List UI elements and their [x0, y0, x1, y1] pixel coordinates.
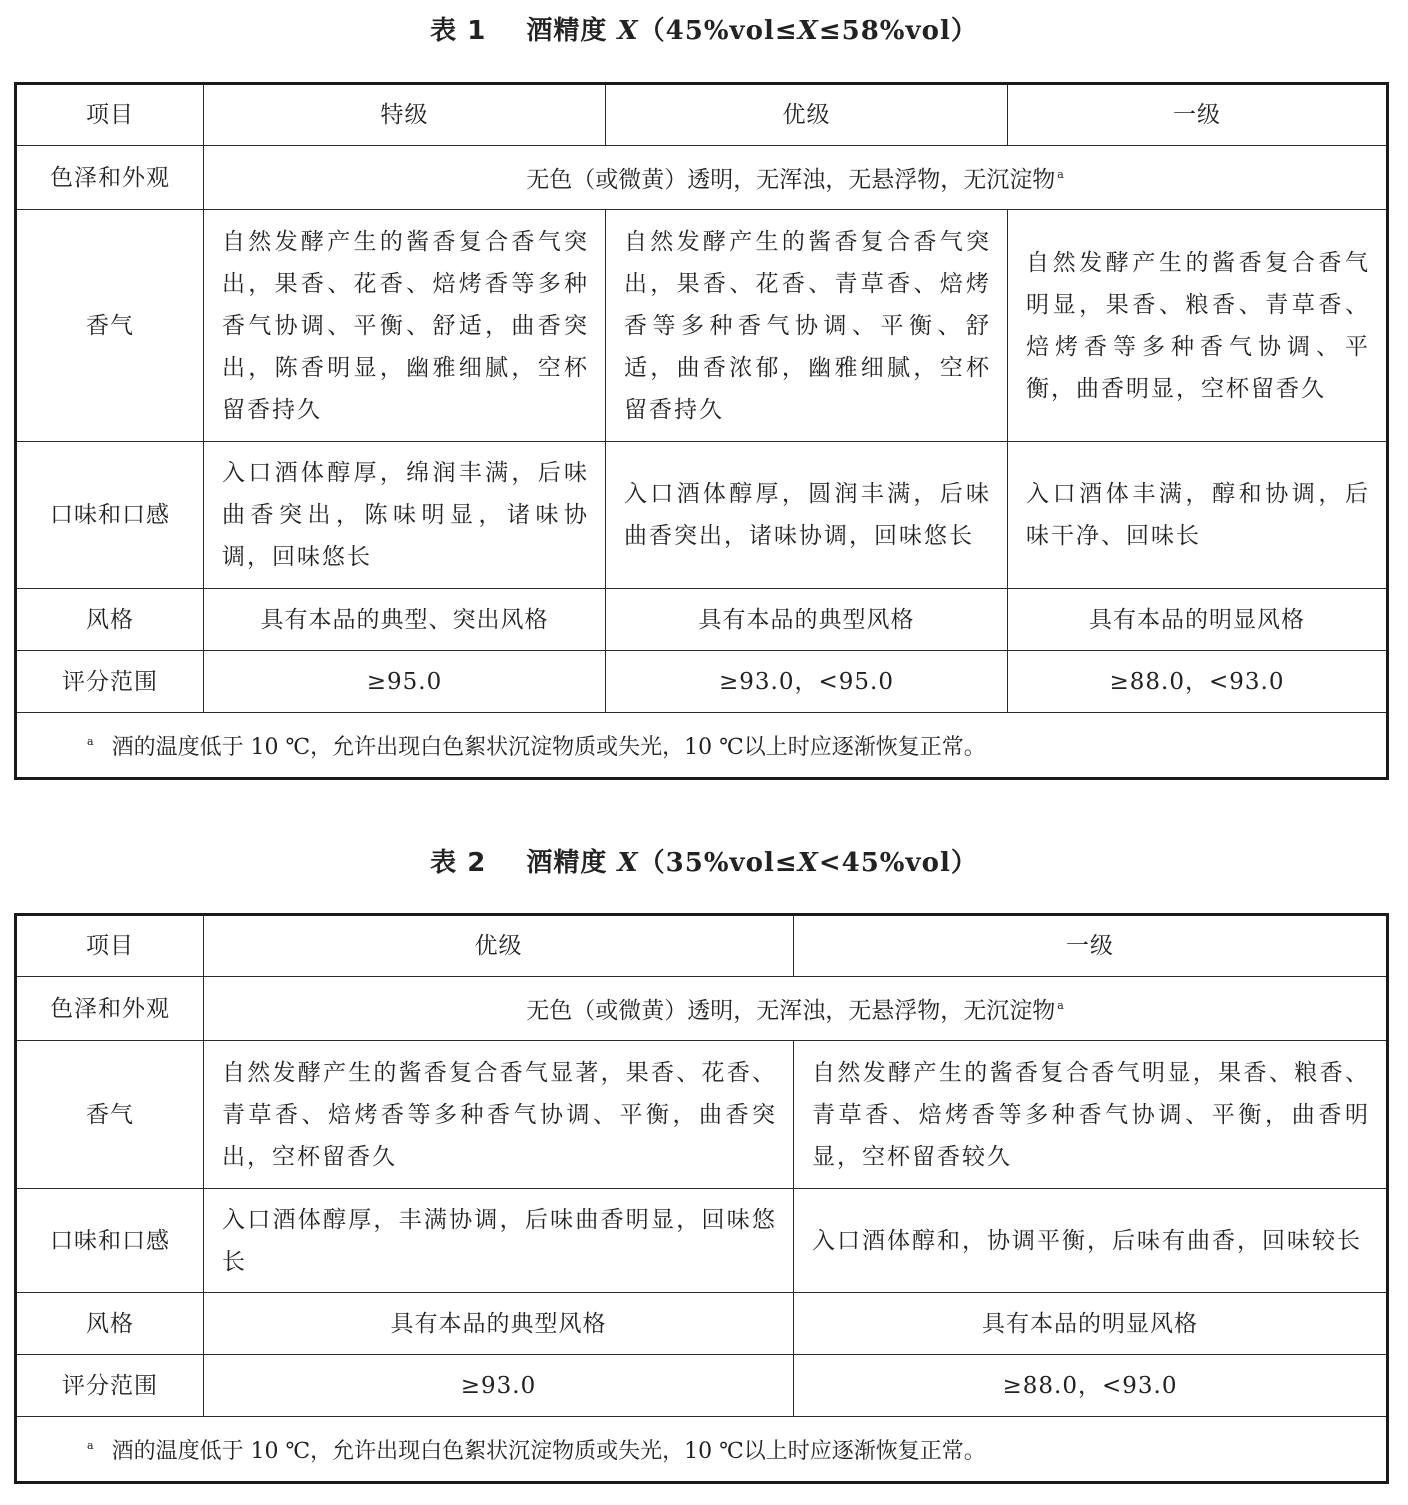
- table2-header-item: 项目: [16, 915, 204, 977]
- table1-header-row: [16, 84, 1388, 146]
- table1-caption-text: 酒精度: [526, 16, 608, 46]
- footnote-mark: a: [1057, 999, 1064, 1012]
- taste-cell: 入口酒体醇厚，丰满协调，后味曲香明显，回味悠长: [204, 1189, 794, 1293]
- row-label: 口味和口感: [16, 1189, 204, 1293]
- table1-header-grade: 优级: [606, 84, 1008, 146]
- row-label: 风格: [16, 1293, 204, 1355]
- table1-header-grade: 特级: [204, 84, 606, 146]
- table2-caption-label: 表 2: [430, 848, 487, 878]
- style-cell: 具有本品的典型、突出风格: [204, 589, 606, 651]
- table2-row-appearance: [16, 977, 1388, 1041]
- table1-row-aroma: [16, 210, 1388, 442]
- table1-footnote-row: [16, 713, 1388, 779]
- table1-caption-formula: X（45%vol≤X≤58%vol）: [617, 16, 978, 46]
- style-cell: 具有本品的典型风格: [204, 1293, 794, 1355]
- table1: [14, 82, 1389, 780]
- table1-caption-label: 表 1: [430, 16, 487, 46]
- score-cell: ≥93.0，<95.0: [606, 651, 1008, 713]
- row-label: 口味和口感: [16, 442, 204, 589]
- table2: [14, 913, 1389, 1484]
- appearance-value: 无色（或微黄）透明，无浑浊，无悬浮物，无沉淀物 $^a$: [204, 146, 1388, 210]
- style-cell: 具有本品的典型风格: [606, 589, 1008, 651]
- row-label: 香气: [16, 210, 204, 442]
- table2-header-grade: 一级: [794, 915, 1388, 977]
- table1-row-appearance: [16, 146, 1388, 210]
- row-label: 风格: [16, 589, 204, 651]
- footnote-mark: a: [87, 735, 94, 748]
- row-label: 香气: [16, 1041, 204, 1189]
- aroma-cell: 自然发酵产生的酱香复合香气明显，果香、粮香、青草香、焙烤香等多种香气协调、平衡，曲香明显，空杯留香久: [1008, 210, 1388, 442]
- row-label: 色泽和外观: [16, 977, 204, 1041]
- aroma-cell: 自然发酵产生的酱香复合香气突出，果香、花香、青草香、焙烤香等多种香气协调、平衡、舒适，曲香浓郁，幽雅细腻，空杯留香持久: [606, 210, 1008, 442]
- footnote-mark: a: [1057, 168, 1064, 181]
- table1-header-item: 项目: [16, 84, 204, 146]
- row-label: 评分范围: [16, 1355, 204, 1417]
- aroma-cell: 自然发酵产生的酱香复合香气显著，果香、花香、青草香、焙烤香等多种香气协调、平衡，曲香突出，空杯留香久: [204, 1041, 794, 1189]
- taste-cell: 入口酒体醇厚，圆润丰满，后味曲香突出，诸味协调，回味悠长: [606, 442, 1008, 589]
- table2-row-score: [16, 1355, 1388, 1417]
- table2-caption: [0, 842, 1408, 879]
- appearance-value: 无色（或微黄）透明，无浑浊，无悬浮物，无沉淀物 $^a$: [204, 977, 1388, 1041]
- style-cell: 具有本品的明显风格: [1008, 589, 1388, 651]
- table2-row-taste: [16, 1189, 1388, 1293]
- table1-header-grade: 一级: [1008, 84, 1388, 146]
- score-cell: ≥95.0: [204, 651, 606, 713]
- table1-footnote: $^a$ 酒的温度低于 10 ℃，允许出现白色絮状沉淀物质或失光，10 ℃以上时应逐渐恢复正常。: [16, 713, 1388, 779]
- table1-caption: [0, 10, 1408, 47]
- score-cell: ≥93.0: [204, 1355, 794, 1417]
- table1-row-taste: [16, 442, 1388, 589]
- taste-cell: 入口酒体醇厚，绵润丰满，后味曲香突出，陈味明显，诸味协调，回味悠长: [204, 442, 606, 589]
- style-cell: 具有本品的明显风格: [794, 1293, 1388, 1355]
- table1-row-score: [16, 651, 1388, 713]
- taste-cell: 入口酒体丰满，醇和协调，后味干净、回味长: [1008, 442, 1388, 589]
- table2-footnote-row: [16, 1417, 1388, 1483]
- row-label: 评分范围: [16, 651, 204, 713]
- table2-row-style: [16, 1293, 1388, 1355]
- score-cell: ≥88.0，<93.0: [1008, 651, 1388, 713]
- table1-row-style: [16, 589, 1388, 651]
- table2-caption-text: 酒精度: [526, 848, 608, 878]
- table2-row-aroma: [16, 1041, 1388, 1189]
- taste-cell: 入口酒体醇和，协调平衡，后味有曲香，回味较长: [794, 1189, 1388, 1293]
- footnote-mark: a: [87, 1439, 94, 1452]
- table2-caption-formula: X（35%vol≤X<45%vol）: [617, 848, 978, 878]
- row-label: 色泽和外观: [16, 146, 204, 210]
- table2-header-grade: 优级: [204, 915, 794, 977]
- aroma-cell: 自然发酵产生的酱香复合香气明显，果香、粮香、青草香、焙烤香等多种香气协调、平衡，曲香明显，空杯留香较久: [794, 1041, 1388, 1189]
- table2-footnote: $^a$ 酒的温度低于 10 ℃，允许出现白色絮状沉淀物质或失光，10 ℃以上时应逐渐恢复正常。: [16, 1417, 1388, 1483]
- score-cell: ≥88.0，<93.0: [794, 1355, 1388, 1417]
- table2-header-row: [16, 915, 1388, 977]
- aroma-cell: 自然发酵产生的酱香复合香气突出，果香、花香、焙烤香等多种香气协调、平衡、舒适，曲香突出，陈香明显，幽雅细腻，空杯留香持久: [204, 210, 606, 442]
